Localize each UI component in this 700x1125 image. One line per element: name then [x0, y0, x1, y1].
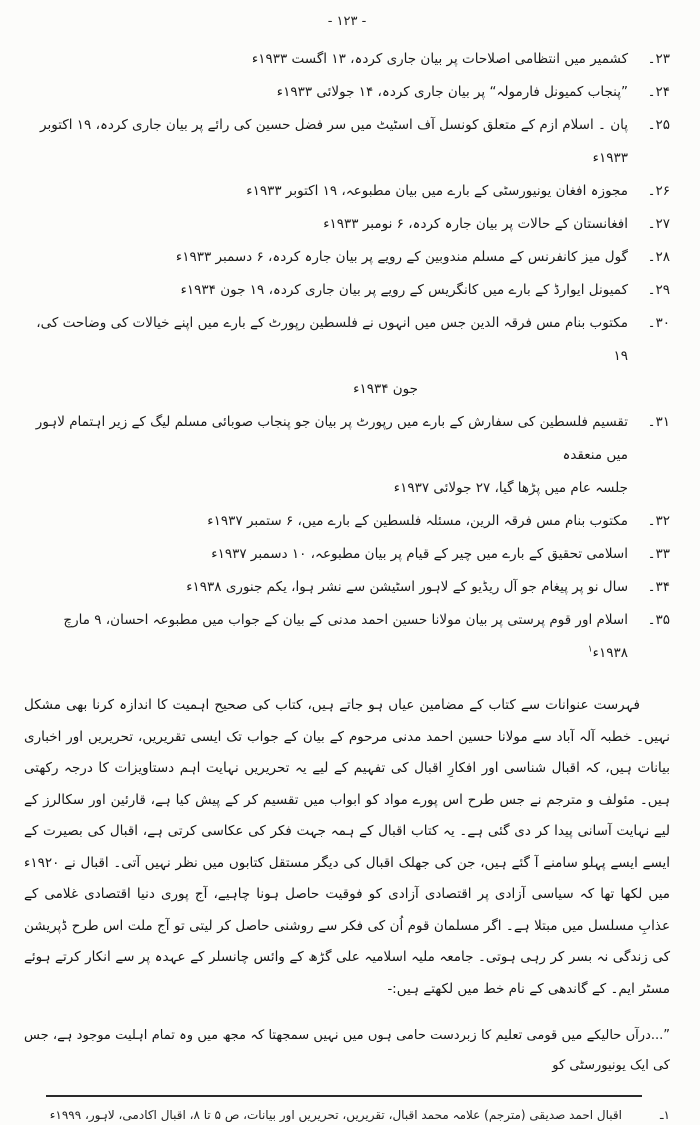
- item-number: ۳۲۔: [647, 513, 670, 529]
- item-text: [24, 307, 628, 406]
- item-number: ۲۷۔: [647, 216, 670, 232]
- list-item: [24, 43, 670, 76]
- item-text-line1: مکتوب بنام مس فرقہ الدین جس میں انہوں نے فلسطین رپورٹ کے بارے میں اپنے خیالات کی وضاحت کی، ۱۹: [36, 315, 628, 364]
- item-text: گول میز کانفرنس کے مسلم مندوبین کے رویے پر بیان جارہ کردہ، ۶ دسمبر ۱۹۳۳ء: [175, 249, 628, 265]
- list-item: [24, 274, 670, 307]
- item-text-line2: جون ۱۹۳۴ء: [353, 381, 418, 397]
- list-item: [24, 571, 670, 604]
- quote-paragraph: ”...درآں حالیکے میں قومی تعلیم کا زبردست حامی ہوں میں نہیں سمجھتا کہ مجھ میں وہ تمام اہلیت موجود ہے، جس کی ایک یونیورسٹی کو: [24, 1028, 670, 1073]
- list-item: [24, 175, 670, 208]
- footnote-citation: اقبال احمد صدیقی (مترجم) علامہ محمد اقبال، تقریریں، تحریریں اور بیانات، ص ۵ تا ۸، اقبال اکادمی، لاہور، ۱۹۹۹ء: [49, 1108, 622, 1122]
- footnote-divider: [46, 1095, 642, 1097]
- item-text-line2: جلسہ عام میں پڑھا گیا، ۲۷ جولائی ۱۹۳۷ء: [393, 480, 628, 496]
- body-paragraph: فہرست عنوانات سے کتاب کے مضامین عیاں ہو جاتے ہیں، کتاب کی صحیح اہمیت کا اندازہ کرنا بھی مشکل نہیں۔ خطبہ آلہ آباد سے مولانا حسین احمد مدنی مرحوم کے بیان کے جواب تک ایسی تقریریں، تحریریں اور اخباری بیانات ہیں، کہ اقبال شناسی اور افکارِ اقبال کی تفہیم کے لیے یہ تحریریں نہایت اہم دستاویزات کا درجہ رکھتی ہیں۔ مئولف و مترجم نے جس طرح اس پورے مواد کو ابواب میں تقسیم کر کے پیش کیا ہے، قارئین اور سکالرز کے لیے نہایت آسانی پیدا کر دی گئی ہے۔ یہ کتاب اقبال کے ہمہ جہت فکر کی عکاسی کرتی ہے، اقبال کی بصیرت کے ایسے ایسے پہلو سامنے آ گئے ہیں، جن کی جھلک اقبال کی دیگر مستقل کتابوں میں نظر نہیں آتی۔ اقبال نے ۱۹۲۰ء میں لکھا تھا کہ سیاسی آزادی پر اقتصادی آزادی کو فوقیت حاصل ہونا چاہیے، آج پوری دنیا اقتصادی غلامی کے عذابِ مسلسل میں مبتلا ہے۔ اگر مسلمان قوم اُن کی فکر سے روشنی حاصل کر لیتی تو آج ملت اس طرح ڈپریشن کی زندگی نہ بسر کر رہی ہوتی۔ جامعہ ملیہ اسلامیہ علی گڑھ کے وائس چانسلر کے عہدہ پر سے انکار کرتے ہوئے مسٹر ایم۔ کے گاندھی کے نام خط میں لکھتے ہیں:-: [24, 697, 670, 997]
- list-item: [24, 505, 670, 538]
- item-number: ۲۶۔: [647, 183, 670, 199]
- list-item: [24, 76, 670, 109]
- item-number: ۳۱۔: [647, 414, 670, 430]
- item-text-line1: تقسیم فلسطین کی سفارش کے بارے میں رپورٹ پر بیان جو پنجاب صوبائی مسلم لیگ کے زیر اہتمام لاہور میں منعقدہ: [35, 414, 628, 463]
- list-item: [24, 406, 670, 505]
- item-number: ۳۵۔: [647, 612, 670, 628]
- item-text: پان ۔ اسلام ازم کے متعلق کونسل آف اسٹیٹ میں سر فضل حسین کی رائے پر بیان جاری کردہ، ۱۹ اکتوبر ۱۹۳۳ء: [40, 117, 628, 166]
- list-item: [24, 538, 670, 571]
- item-text: کمیونل ایوارڈ کے بارے میں کانگریس کے رویے پر بیان جاری کردہ، ۱۹ جون ۱۹۳۴ء: [180, 282, 628, 298]
- item-number: ۳۴۔: [647, 579, 670, 595]
- list-item: [24, 241, 670, 274]
- item-text: کشمیر میں انتظامی اصلاحات پر بیان جاری کردہ، ۱۳ اگست ۱۹۳۳ء: [251, 51, 628, 67]
- item-number: ۲۸۔: [647, 249, 670, 265]
- item-text: مکتوب بنام مس فرقہ الرین، مسئلہ فلسطین کے بارے میں، ۶ ستمبر ۱۹۳۷ء: [207, 513, 628, 529]
- list-item: [24, 307, 670, 406]
- footnote: [24, 1105, 670, 1125]
- bibliography-list: [24, 43, 670, 670]
- item-text: [24, 406, 628, 505]
- list-item: [24, 208, 670, 241]
- item-number: ۳۳۔: [647, 546, 670, 562]
- item-number: ۲۴۔: [647, 84, 670, 100]
- item-text: ”پنجاب کمیونل فارمولہ“ پر بیان جاری کردہ، ۱۴ جولائی ۱۹۳۳ء: [276, 84, 628, 100]
- footnote-marker: ۱ـ: [660, 1108, 670, 1122]
- item-text-main: اسلام اور قوم پرستی پر بیان مولانا حسین احمد مدنی کے بیان کے جواب میں مطبوعہ احسان، ۹ مارچ ۱۹۳۸ء: [63, 612, 628, 661]
- footnote-reference-mark: ۱: [587, 644, 593, 655]
- item-text: مجوزہ افغان یونیورسٹی کے بارے میں بیان مطبوعہ، ۱۹ اکتوبر ۱۹۳۳ء: [246, 183, 628, 199]
- item-number: ۳۰۔: [647, 315, 670, 331]
- item-text: [24, 604, 628, 670]
- page-number: - ۱۲۳ -: [327, 14, 367, 29]
- item-number: ۲۳۔: [647, 51, 670, 67]
- list-item: [24, 109, 670, 175]
- item-text: سال نو پر پیغام جو آل ریڈیو کے لاہور اسٹیشن سے نشر ہوا، یکم جنوری ۱۹۳۸ء: [186, 579, 628, 595]
- item-number: ۲۵۔: [647, 117, 670, 133]
- item-text: اسلامی تحقیق کے بارے میں چیر کے قیام پر بیان مطبوعہ، ۱۰ دسمبر ۱۹۳۷ء: [211, 546, 628, 562]
- item-text: افغانستان کے حالات پر بیان جارہ کردہ، ۶ نومبر ۱۹۳۳ء: [323, 216, 628, 232]
- list-item: [24, 604, 670, 670]
- item-number: ۲۹۔: [647, 282, 670, 298]
